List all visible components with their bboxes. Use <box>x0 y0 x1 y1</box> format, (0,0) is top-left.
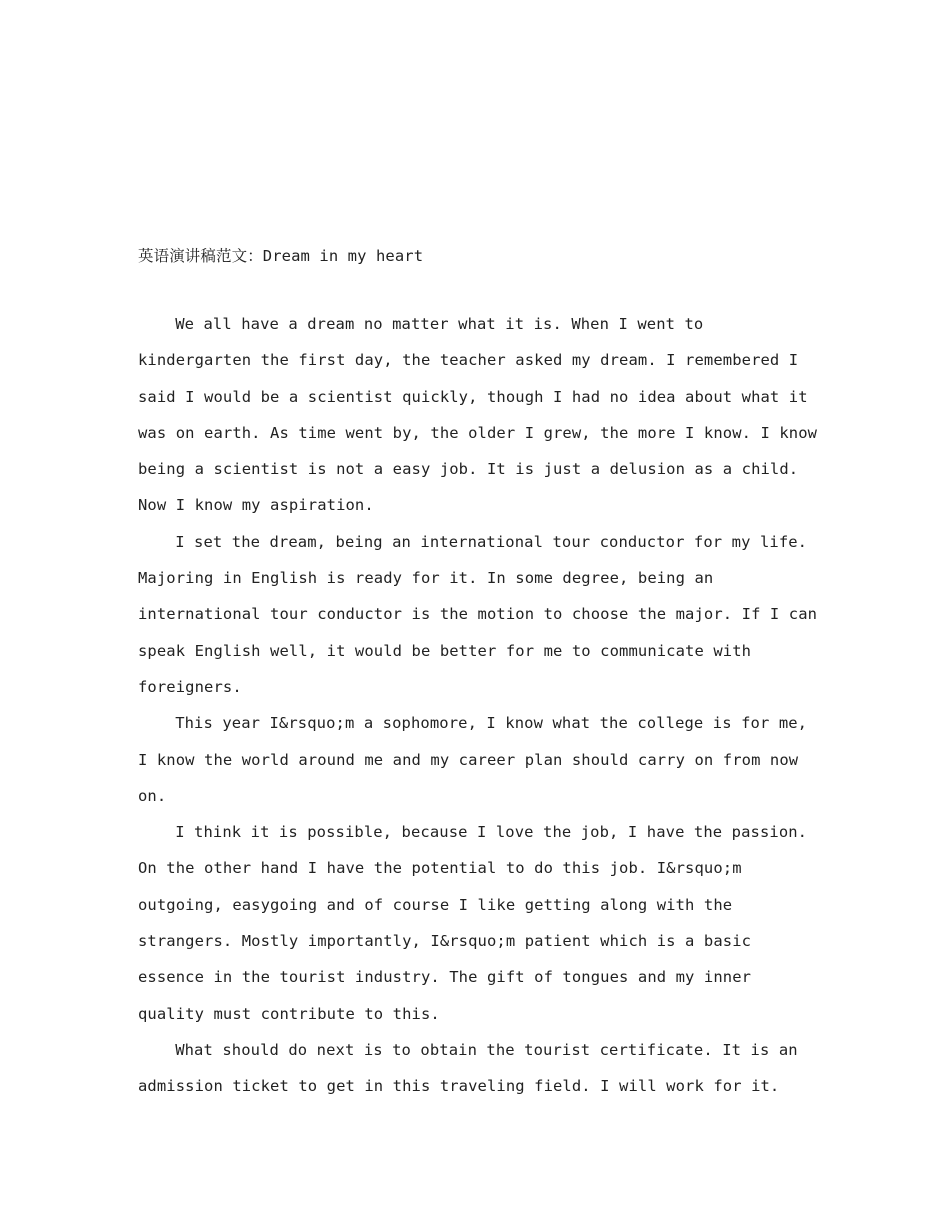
paragraph-1: We all have a dream no matter what it is. When I went to kindergarten the first day, the teacher asked my dream. I remembered I said I would be a scientist quickly, though I had no idea about what it was on earth. As time went by, the older I grew, the more I know. I know being a scientist is not a easy job. It is just a delusion as a child. Now I know my aspiration. <box>138 315 818 515</box>
document-title: 英语演讲稿范文：Dream in my heart <box>138 247 424 265</box>
document-body <box>138 242 818 1105</box>
paragraph-5: What should do next is to obtain the tourist certificate. It is an admission ticket to get in this traveling field. I will work for it. <box>138 1040 798 1096</box>
paragraph-4: I think it is possible, because I love the job, I have the passion. On the other hand I have the potential to do this job. I&rsquo;m outgoing, easygoing and of course I like getting along with the strangers. Mostly importantly, I&rsquo;m patient which is a basic essence in the tourist industry. The gift of tongues and my inner quality must contribute to this. <box>138 823 808 1023</box>
paragraph-2: I set the dream, being an international tour conductor for my life. Majoring in English is ready for it. In some degree, being an international tour conductor is the motion to choose the major. If I can speak English well, it would be better for me to communicate with foreigners. <box>138 532 818 696</box>
paragraph-3: This year I&rsquo;m a sophomore, I know what the college is for me, I know the world around me and my career plan should carry on from now on. <box>138 714 808 805</box>
